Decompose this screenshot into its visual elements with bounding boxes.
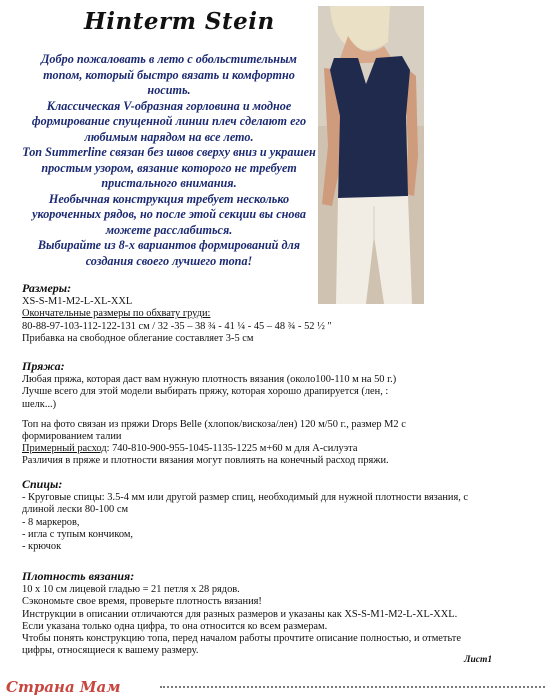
girth-values: 80-88-97-103-112-122-131 см / 32 -35 – 38 ¾ - 41 ¼ - 45 – 48 ¾ - 52 ½ " — [22, 320, 332, 332]
yarn-difference: Различия в пряже и плотности вязания могут повлиять на конечный расход пряжи. — [22, 455, 389, 467]
yarn-section — [22, 360, 522, 468]
gauge-line: цифры, относящиеся к вашему размеру. — [22, 645, 199, 657]
footer-divider — [160, 686, 545, 688]
yarn-line: Любая пряжа, которая даст вам нужную плотность вязания (около100-110 м на 50 г.) — [22, 374, 397, 386]
watermark-logo: Страна Мам — [6, 678, 121, 696]
intro-line: укороченных рядов, но после этой секции вы снова — [32, 207, 306, 221]
intro-line: любимым нарядом на все лето. — [84, 129, 254, 144]
needles-section — [22, 478, 532, 553]
pattern-title: Hinterm Stein — [84, 8, 275, 35]
gauge-line: Если указана только одна цифра, то она относится ко всем размерам. — [22, 620, 328, 632]
intro-line: простым узором, вязание которого не требует — [41, 160, 297, 175]
gauge-heading: Плотность вязания: — [22, 569, 135, 583]
sizes-section — [22, 282, 502, 345]
intro-line: носить. — [147, 83, 191, 97]
gauge-line: Инструкции в описании отличаются для разных размеров и указаны как XS-S-M1-M2-L-XL-XXL. — [22, 608, 458, 620]
intro-line: формирование спущенной линии плеч сделают его — [31, 114, 307, 128]
intro-line: Классическая V-образная горловина и модное — [46, 98, 292, 113]
needles-line: длиной лески 80-100 см — [22, 504, 129, 516]
yarn-line: шелк...) — [22, 398, 57, 410]
needles-line: - Круговые спицы: 3.5-4 мм или другой размер спиц, необходимый для нужной плотности вязания, с — [22, 492, 469, 504]
consumption-value: : 740-810-900-955-1045-1135-1225 м+60 м для А-силуэта — [106, 443, 358, 455]
intro-text — [22, 52, 316, 269]
intro-line: топом, который быстро вязать и комфортно — [43, 67, 295, 82]
gauge-line: Сэкономьте свое время, проверьте плотность вязания! — [22, 596, 262, 608]
yarn-line: Лучше всего для этой модели выбирать пряжу, которая хорошо драпируется (лен, : — [22, 386, 389, 398]
yarn-heading: Пряжа: — [22, 359, 65, 373]
intro-line: Топ Summerline связан без швов сверху вниз и украшен — [22, 145, 316, 159]
needles-line: - крючок — [22, 541, 62, 553]
intro-line: можете расслабиться. — [105, 222, 233, 237]
gauge-line: Чтобы понять конструкцию топа, перед началом работы прочтите описание полностью, и отметьте — [22, 633, 461, 645]
model-photo — [318, 6, 424, 304]
gauge-section — [22, 570, 532, 657]
intro-line: Добро пожаловать в лето с обольстительным — [41, 52, 297, 66]
needles-heading: Спицы: — [22, 477, 63, 491]
photo-yarn-note: Топ на фото связан из пряжи Drops Belle (хлопок/вискоза/лен) 120 м/50 г., размер М2 с — [22, 418, 406, 430]
sizes-heading: Размеры: — [22, 281, 72, 295]
intro-line: Выбирайте из 8-х вариантов формирований для — [37, 238, 301, 252]
consumption-label: Примерный расход — [22, 443, 107, 455]
ease-note: Прибавка на свободное облегание составляет 3-5 см — [22, 332, 254, 344]
yarn-consumption — [22, 443, 522, 455]
needles-line: - игла с тупым кончиком, — [22, 528, 134, 540]
intro-line: Необычная конструкция требует несколько — [48, 191, 290, 206]
girth-label: Окончательные размеры по обхвату груди: — [22, 308, 211, 320]
needles-line: - 8 маркеров, — [22, 516, 80, 528]
gauge-line: 10 х 10 см лицевой гладью = 21 петля х 28 рядов. — [22, 584, 240, 596]
intro-line: создания своего лучшего топа! — [85, 253, 253, 268]
photo-yarn-note: формированием талии — [22, 431, 122, 443]
sheet-label: Лист1 — [464, 655, 493, 665]
sizes-list: XS-S-M1-M2-L-XL-XXL — [22, 296, 133, 308]
intro-line: пристального внимания. — [101, 176, 237, 190]
